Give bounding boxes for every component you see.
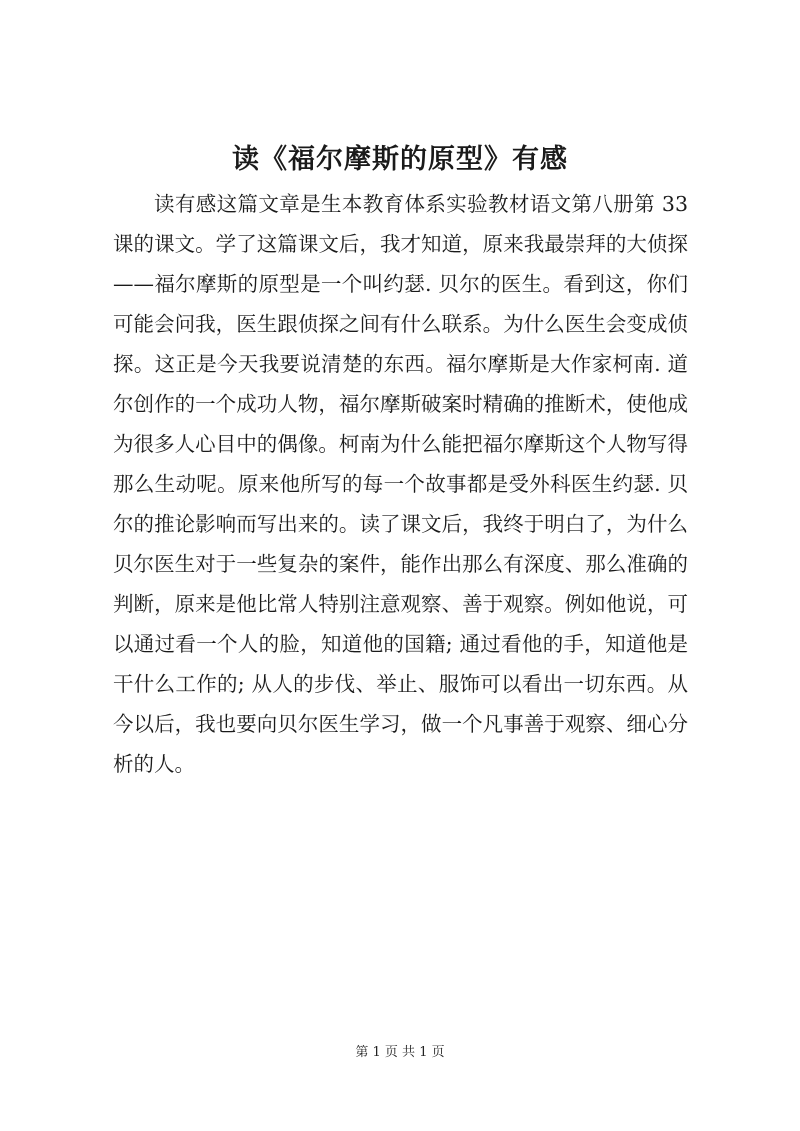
- body-line: ——福尔摩斯的原型是一个叫约瑟. 贝尔的医生。看到这，你们: [113, 272, 688, 296]
- body-line: 贝尔医生对于一些复杂的案件，能作出那么有深度、那么准确的: [113, 552, 688, 576]
- body-line: 读有感这篇文章是生本教育体系实验教材语文第八册第 33: [154, 192, 688, 216]
- body-line: 探。这正是今天我要说清楚的东西。福尔摩斯是大作家柯南. 道: [113, 352, 688, 376]
- body-line: 析的人。: [113, 752, 195, 776]
- body-line: 为很多人心目中的偶像。柯南为什么能把福尔摩斯这个人物写得: [113, 432, 688, 456]
- body-line: 可能会问我，医生跟侦探之间有什么联系。为什么医生会变成侦: [113, 312, 688, 336]
- document-title: 读《福尔摩斯的原型》有感: [232, 144, 568, 175]
- body-line: 干什么工作的; 从人的步伐、举止、服饰可以看出一切东西。从: [113, 672, 688, 696]
- body-line: 课的课文。学了这篇课文后，我才知道，原来我最崇拜的大侦探: [113, 232, 688, 256]
- body-line: 今以后，我也要向贝尔医生学习，做一个凡事善于观察、细心分: [113, 712, 688, 736]
- page-footer: 第 1 页 共 1 页: [355, 1045, 445, 1060]
- body-line: 尔创作的一个成功人物，福尔摩斯破案时精确的推断术，使他成: [113, 392, 688, 416]
- body-line: 以通过看一个人的脸，知道他的国籍; 通过看他的手，知道他是: [113, 632, 688, 656]
- body-line: 判断，原来是他比常人特别注意观察、善于观察。例如他说，可: [113, 592, 688, 616]
- body-line: 那么生动呢。原来他所写的每一个故事都是受外科医生约瑟. 贝: [113, 472, 688, 496]
- body-line: 尔的推论影响而写出来的。读了课文后，我终于明白了，为什么: [113, 512, 688, 536]
- document-body: [113, 184, 688, 784]
